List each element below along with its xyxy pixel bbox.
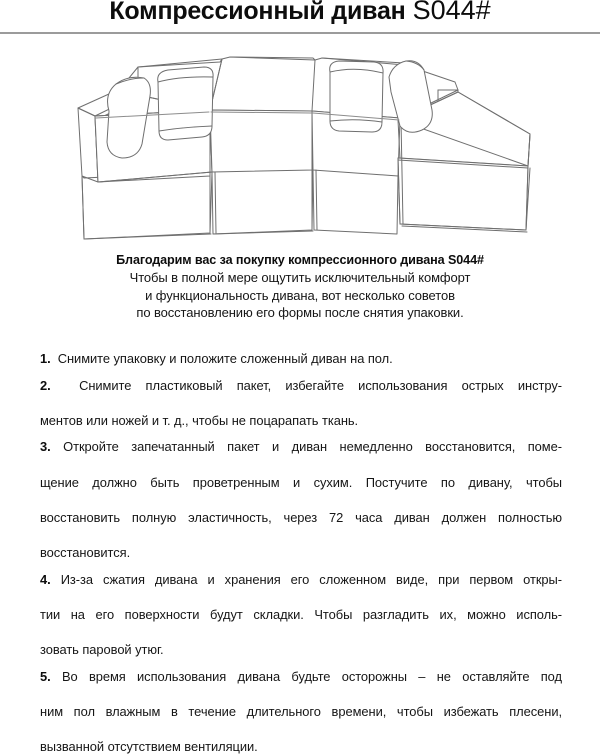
intro-line-3: по восстановлению его формы после снятия упаковки. <box>50 304 550 322</box>
step-text: тии на его поверхности будут складки. Чтобы разгладить их, можно исполь- <box>40 606 562 641</box>
page-title <box>0 0 600 26</box>
list-item <box>40 350 562 368</box>
list-item <box>40 377 562 430</box>
step-text: восстановить полную эластичность, через 72 часа диван должен полностью <box>40 509 562 544</box>
step-text: щение должно быть проветренным и сухим. Постучите по дивану, чтобы <box>40 474 562 509</box>
intro-heading: Благодарим вас за покупку компрессионного дивана S044# <box>50 252 550 269</box>
step-number: 4. <box>40 572 51 587</box>
step-text: вызванной отсутствием вентиляции. <box>40 738 562 755</box>
instruction-list <box>40 350 562 755</box>
intro-block <box>50 252 550 322</box>
step-number: 2. <box>40 378 51 393</box>
step-text: Во время использования дивана будьте осторожны – не оставляйте под <box>62 669 562 684</box>
step-text: ментов или ножей и т. д., чтобы не поцарапать ткань. <box>40 412 562 430</box>
intro-line-2: и функциональность дивана, вот несколько советов <box>50 287 550 305</box>
page-title-model: S044# <box>413 0 491 25</box>
step-text: Снимите упаковку и положите сложенный диван на пол. <box>58 351 393 366</box>
step-text: Откройте запечатанный пакет и диван немедленно восстановится, поме- <box>63 439 562 454</box>
header-divider <box>0 32 600 34</box>
step-number: 3. <box>40 439 51 454</box>
step-text: ним пол влажным в течение длительного времени, чтобы избежать плесени, <box>40 703 562 738</box>
sofa-illustration <box>60 48 550 243</box>
list-item <box>40 668 562 755</box>
list-item <box>40 571 562 659</box>
step-number: 5. <box>40 669 51 684</box>
page-title-text: Компрессионный диван <box>109 0 405 25</box>
intro-line-1: Чтобы в полной мере ощутить исключительный комфорт <box>50 269 550 287</box>
step-text: восстановится. <box>40 544 562 562</box>
step-text: Снимите пластиковый пакет, избегайте использования острых инстру- <box>79 378 562 393</box>
list-item <box>40 438 562 561</box>
step-number: 1. <box>40 351 51 366</box>
step-text: зовать паровой утюг. <box>40 641 562 659</box>
step-text: Из-за сжатия дивана и хранения его сложенном виде, при первом откры- <box>61 572 562 587</box>
